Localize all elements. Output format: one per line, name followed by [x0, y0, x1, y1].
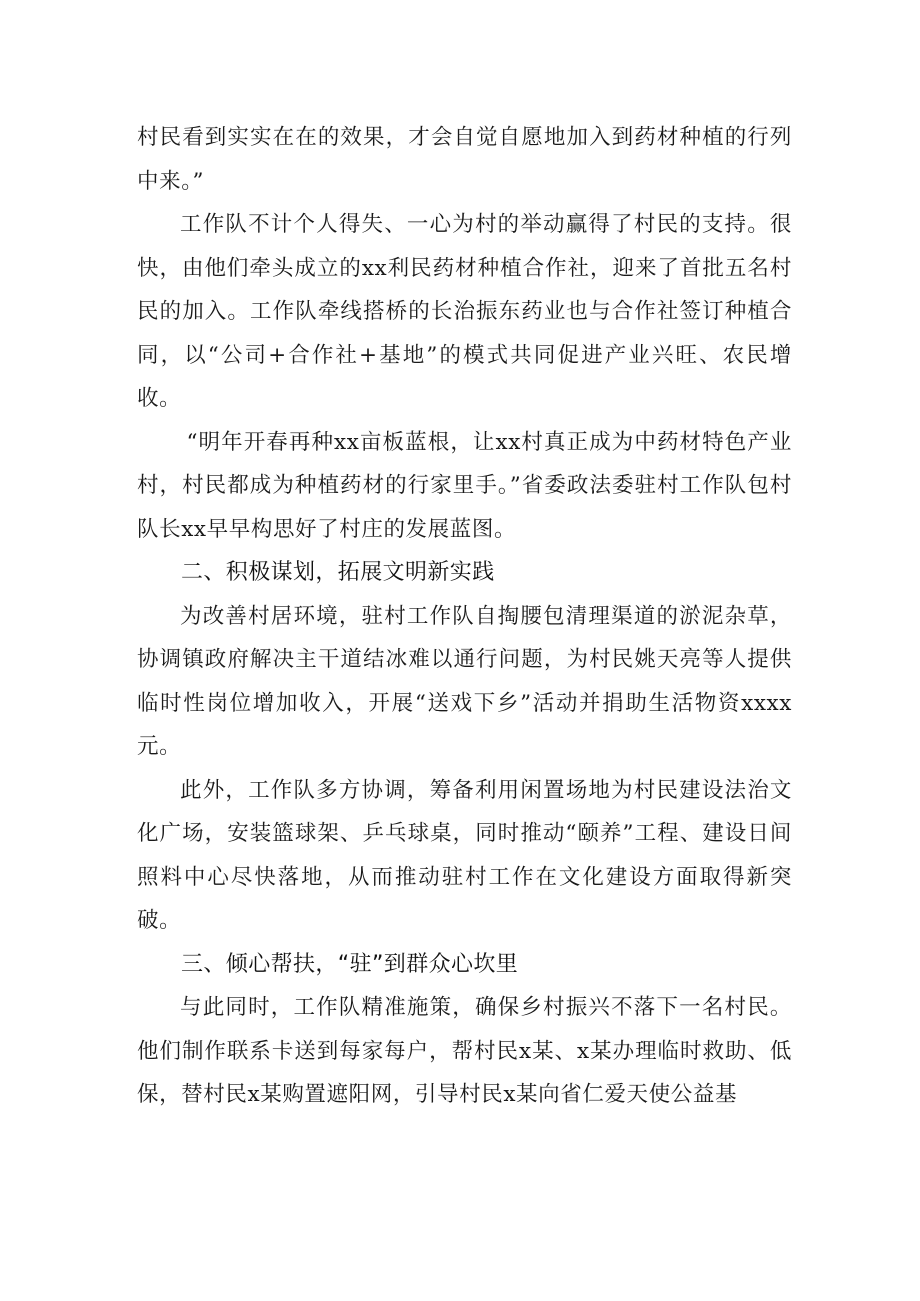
document-body	[137, 116, 792, 1117]
section-heading-three: 三、倾心帮扶，“驻”到群众心坎里	[181, 951, 519, 977]
paragraph-environment: 为改善村居环境，驻村工作队自掏腰包清理渠道的淤泥杂草，协调镇政府解决主干道结冰难以通行问题，为村民姚天亮等人提供临时性岗位增加收入，开展“送戏下乡”活动并捐助生活物资xxxx元。	[137, 603, 792, 759]
section-heading-two: 二、积极谋划，拓展文明新实践	[181, 560, 495, 585]
paragraph-continuation: 村民看到实实在在的效果，才会自觉自愿地加入到药材种植的行列中来。”	[137, 125, 792, 194]
paragraph-culture: 此外，工作队多方协调，筹备利用闲置场地为村民建设法治文化广场，安装篮球架、乒乓球桌，同时推动“颐养”工程、建设日间照料中心尽快落地，从而推动驻村工作在文化建设方面取得新突破。	[137, 777, 792, 933]
paragraph-assistance: 与此同时，工作队精准施策，确保乡村振兴不落下一名村民。他们制作联系卡送到每家每户，帮村民x某、x某办理临时救助、低保，替村民x某购置遮阳网，引导村民x某向省仁爱天使公益基	[137, 995, 792, 1107]
paragraph-quote: “明年开春再种xx亩板蓝根，让xx村真正成为中药材特色产业村，村民都成为种植药材的行家里手。”省委政法委驻村工作队包村队长xx早早构思好了村庄的发展蓝图。	[137, 429, 792, 542]
paragraph-cooperative: 工作队不计个人得失、一心为村的举动赢得了村民的支持。很快，由他们牵头成立的xx利民药材种植合作社，迎来了首批五名村民的加入。工作队牵线搭桥的长治振东药业也与合作社签订种植合同，以“公司+合作社+基地”的模式共同促进产业兴旺、农民增收。	[137, 212, 792, 411]
